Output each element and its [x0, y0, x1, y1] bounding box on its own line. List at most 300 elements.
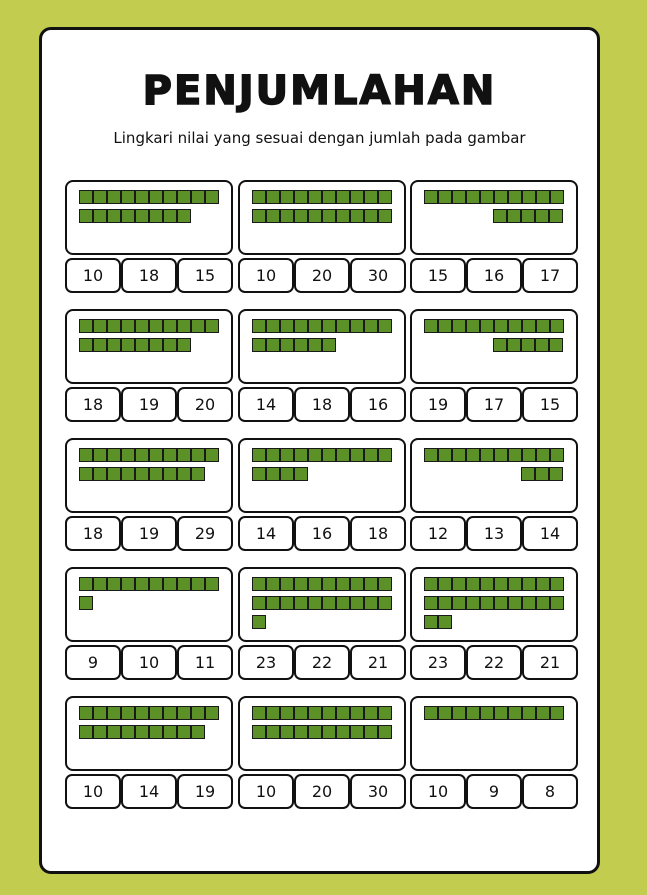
- unit-block: [536, 319, 550, 333]
- unit-block: [79, 596, 93, 610]
- problem-card: [65, 438, 233, 551]
- unit-block: [135, 448, 149, 462]
- unit-block: [205, 319, 219, 333]
- unit-block: [378, 448, 392, 462]
- block-row: [252, 596, 392, 610]
- unit-block: [266, 706, 280, 720]
- unit-block: [452, 577, 466, 591]
- answer-options: [410, 516, 578, 551]
- unit-block: [191, 725, 205, 739]
- unit-block: [350, 706, 364, 720]
- block-picture: [65, 309, 233, 384]
- block-picture: [65, 696, 233, 771]
- answer-options: [238, 645, 406, 680]
- unit-block: [294, 338, 308, 352]
- unit-block: [549, 338, 563, 352]
- unit-block: [322, 209, 336, 223]
- unit-block: [466, 706, 480, 720]
- answer-option[interactable]: 21: [350, 645, 406, 680]
- problem-card: [238, 309, 406, 422]
- answer-option[interactable]: 9: [466, 774, 522, 809]
- unit-block: [79, 577, 93, 591]
- unit-block: [205, 577, 219, 591]
- answer-option[interactable]: 18: [65, 387, 121, 422]
- unit-block: [280, 338, 294, 352]
- unit-block: [93, 190, 107, 204]
- unit-block: [121, 319, 135, 333]
- unit-block: [350, 725, 364, 739]
- unit-block: [424, 596, 438, 610]
- unit-block: [135, 577, 149, 591]
- unit-block: [438, 706, 452, 720]
- unit-block: [308, 596, 322, 610]
- unit-block: [466, 577, 480, 591]
- answer-options: [65, 516, 233, 551]
- answer-option[interactable]: 12: [410, 516, 466, 551]
- unit-block: [336, 209, 350, 223]
- unit-block: [536, 706, 550, 720]
- answer-options: [410, 387, 578, 422]
- unit-block: [121, 338, 135, 352]
- unit-block: [177, 725, 191, 739]
- answer-option[interactable]: 19: [121, 387, 177, 422]
- answer-option[interactable]: 10: [238, 258, 294, 293]
- unit-block: [191, 448, 205, 462]
- answer-options: [65, 774, 233, 809]
- unit-block: [308, 190, 322, 204]
- block-row: [252, 577, 392, 591]
- unit-block: [322, 338, 336, 352]
- block-row: [424, 190, 564, 204]
- unit-block: [280, 209, 294, 223]
- unit-block: [280, 596, 294, 610]
- unit-block: [364, 725, 378, 739]
- unit-block: [294, 448, 308, 462]
- answer-option[interactable]: 15: [410, 258, 466, 293]
- unit-block: [550, 577, 564, 591]
- unit-block: [79, 190, 93, 204]
- unit-block: [107, 467, 121, 481]
- block-picture: [410, 180, 578, 255]
- unit-block: [364, 596, 378, 610]
- unit-block: [280, 467, 294, 481]
- unit-block: [424, 448, 438, 462]
- block-picture: [65, 567, 233, 642]
- page-title: PENJUMLAHAN: [142, 68, 497, 114]
- unit-block: [549, 209, 563, 223]
- unit-block: [424, 615, 438, 629]
- answer-option[interactable]: 18: [350, 516, 406, 551]
- unit-block: [424, 190, 438, 204]
- answer-option[interactable]: 14: [522, 516, 578, 551]
- problem-card: [410, 309, 578, 422]
- answer-option[interactable]: 16: [294, 516, 350, 551]
- answer-option[interactable]: 10: [410, 774, 466, 809]
- block-row: [79, 467, 205, 481]
- block-picture: [238, 696, 406, 771]
- unit-block: [79, 338, 93, 352]
- block-row: [424, 596, 564, 610]
- answer-option[interactable]: 10: [65, 774, 121, 809]
- unit-block: [294, 467, 308, 481]
- block-row: [424, 577, 564, 591]
- block-row: [252, 615, 266, 629]
- unit-block: [252, 448, 266, 462]
- answer-option[interactable]: 14: [238, 387, 294, 422]
- answer-option[interactable]: 23: [238, 645, 294, 680]
- unit-block: [135, 209, 149, 223]
- block-row: [521, 467, 563, 481]
- unit-block: [336, 190, 350, 204]
- answer-option[interactable]: 15: [177, 258, 233, 293]
- unit-block: [535, 467, 549, 481]
- unit-block: [438, 190, 452, 204]
- unit-block: [135, 319, 149, 333]
- answer-option[interactable]: 16: [350, 387, 406, 422]
- unit-block: [350, 190, 364, 204]
- unit-block: [494, 319, 508, 333]
- answer-option[interactable]: 29: [177, 516, 233, 551]
- answer-option[interactable]: 18: [65, 516, 121, 551]
- unit-block: [205, 448, 219, 462]
- answer-option[interactable]: 22: [466, 645, 522, 680]
- unit-block: [522, 319, 536, 333]
- unit-block: [121, 448, 135, 462]
- answer-option[interactable]: 18: [121, 258, 177, 293]
- unit-block: [452, 596, 466, 610]
- answer-options: [238, 774, 406, 809]
- unit-block: [163, 319, 177, 333]
- unit-block: [494, 596, 508, 610]
- block-row: [252, 190, 392, 204]
- answer-option[interactable]: 18: [294, 387, 350, 422]
- unit-block: [452, 706, 466, 720]
- unit-block: [521, 338, 535, 352]
- unit-block: [378, 725, 392, 739]
- unit-block: [438, 448, 452, 462]
- block-picture: [238, 438, 406, 513]
- unit-block: [294, 706, 308, 720]
- unit-block: [163, 190, 177, 204]
- answer-options: [410, 645, 578, 680]
- unit-block: [350, 209, 364, 223]
- unit-block: [163, 467, 177, 481]
- unit-block: [536, 448, 550, 462]
- unit-block: [322, 577, 336, 591]
- answer-option[interactable]: 23: [410, 645, 466, 680]
- unit-block: [536, 577, 550, 591]
- answer-option[interactable]: 14: [238, 516, 294, 551]
- unit-block: [550, 319, 564, 333]
- unit-block: [466, 448, 480, 462]
- block-row: [424, 706, 564, 720]
- problem-card: [410, 438, 578, 551]
- unit-block: [107, 209, 121, 223]
- unit-block: [336, 596, 350, 610]
- unit-block: [252, 596, 266, 610]
- unit-block: [205, 190, 219, 204]
- unit-block: [280, 319, 294, 333]
- unit-block: [308, 706, 322, 720]
- block-row: [79, 190, 219, 204]
- unit-block: [93, 338, 107, 352]
- unit-block: [135, 467, 149, 481]
- unit-block: [294, 596, 308, 610]
- unit-block: [177, 209, 191, 223]
- unit-block: [149, 190, 163, 204]
- block-row: [79, 596, 93, 610]
- unit-block: [149, 448, 163, 462]
- unit-block: [252, 338, 266, 352]
- unit-block: [266, 448, 280, 462]
- answer-option[interactable]: 30: [350, 774, 406, 809]
- block-picture: [238, 567, 406, 642]
- unit-block: [79, 319, 93, 333]
- unit-block: [280, 448, 294, 462]
- answer-option[interactable]: 8: [522, 774, 578, 809]
- unit-block: [508, 319, 522, 333]
- unit-block: [266, 467, 280, 481]
- unit-block: [252, 706, 266, 720]
- unit-block: [536, 596, 550, 610]
- unit-block: [191, 190, 205, 204]
- unit-block: [266, 725, 280, 739]
- unit-block: [521, 209, 535, 223]
- unit-block: [308, 448, 322, 462]
- unit-block: [79, 209, 93, 223]
- answer-option[interactable]: 30: [350, 258, 406, 293]
- unit-block: [191, 319, 205, 333]
- unit-block: [266, 338, 280, 352]
- unit-block: [536, 190, 550, 204]
- unit-block: [364, 209, 378, 223]
- unit-block: [508, 190, 522, 204]
- unit-block: [550, 448, 564, 462]
- unit-block: [378, 319, 392, 333]
- block-row: [79, 448, 219, 462]
- answer-options: [65, 645, 233, 680]
- unit-block: [322, 725, 336, 739]
- unit-block: [149, 209, 163, 223]
- unit-block: [163, 338, 177, 352]
- unit-block: [350, 577, 364, 591]
- unit-block: [163, 448, 177, 462]
- unit-block: [107, 338, 121, 352]
- unit-block: [364, 577, 378, 591]
- unit-block: [522, 577, 536, 591]
- unit-block: [336, 577, 350, 591]
- problem-card: [65, 180, 233, 293]
- unit-block: [350, 596, 364, 610]
- unit-block: [522, 596, 536, 610]
- answer-option[interactable]: 17: [522, 258, 578, 293]
- block-row: [252, 209, 392, 223]
- unit-block: [438, 596, 452, 610]
- unit-block: [364, 319, 378, 333]
- unit-block: [93, 448, 107, 462]
- problem-card: [410, 696, 578, 809]
- unit-block: [507, 338, 521, 352]
- unit-block: [121, 209, 135, 223]
- answer-option[interactable]: 15: [522, 387, 578, 422]
- unit-block: [93, 467, 107, 481]
- unit-block: [107, 577, 121, 591]
- unit-block: [322, 448, 336, 462]
- unit-block: [177, 338, 191, 352]
- problem-card: [65, 696, 233, 809]
- unit-block: [493, 209, 507, 223]
- answer-option[interactable]: 21: [522, 645, 578, 680]
- unit-block: [93, 706, 107, 720]
- worksheet: [39, 27, 600, 874]
- block-picture: [238, 180, 406, 255]
- unit-block: [93, 209, 107, 223]
- unit-block: [163, 725, 177, 739]
- problem-card: [238, 696, 406, 809]
- answer-options: [65, 387, 233, 422]
- unit-block: [135, 725, 149, 739]
- unit-block: [149, 706, 163, 720]
- unit-block: [322, 596, 336, 610]
- answer-option[interactable]: 14: [121, 774, 177, 809]
- answer-option[interactable]: 10: [65, 258, 121, 293]
- unit-block: [424, 319, 438, 333]
- block-row: [424, 448, 564, 462]
- unit-block: [294, 319, 308, 333]
- unit-block: [508, 596, 522, 610]
- unit-block: [280, 725, 294, 739]
- unit-block: [508, 448, 522, 462]
- unit-block: [107, 319, 121, 333]
- block-picture: [410, 438, 578, 513]
- answer-options: [238, 516, 406, 551]
- unit-block: [280, 706, 294, 720]
- unit-block: [252, 725, 266, 739]
- unit-block: [177, 577, 191, 591]
- block-row: [79, 725, 205, 739]
- unit-block: [191, 577, 205, 591]
- block-row: [79, 338, 191, 352]
- unit-block: [378, 209, 392, 223]
- unit-block: [266, 190, 280, 204]
- unit-block: [135, 190, 149, 204]
- block-picture: [410, 567, 578, 642]
- unit-block: [280, 577, 294, 591]
- unit-block: [494, 448, 508, 462]
- unit-block: [507, 209, 521, 223]
- unit-block: [308, 577, 322, 591]
- unit-block: [121, 706, 135, 720]
- block-picture: [65, 438, 233, 513]
- unit-block: [522, 706, 536, 720]
- answer-option[interactable]: 10: [121, 645, 177, 680]
- unit-block: [149, 338, 163, 352]
- unit-block: [350, 319, 364, 333]
- answer-option[interactable]: 22: [294, 645, 350, 680]
- unit-block: [480, 190, 494, 204]
- answer-option[interactable]: 11: [177, 645, 233, 680]
- answer-options: [65, 258, 233, 293]
- unit-block: [177, 706, 191, 720]
- unit-block: [149, 467, 163, 481]
- answer-option[interactable]: 19: [177, 774, 233, 809]
- answer-option[interactable]: 9: [65, 645, 121, 680]
- problem-card: [238, 180, 406, 293]
- unit-block: [177, 190, 191, 204]
- answer-option[interactable]: 13: [466, 516, 522, 551]
- unit-block: [350, 448, 364, 462]
- unit-block: [508, 706, 522, 720]
- block-row: [79, 209, 191, 223]
- answer-options: [238, 387, 406, 422]
- answer-option[interactable]: 20: [294, 258, 350, 293]
- block-picture: [65, 180, 233, 255]
- answer-option[interactable]: 19: [410, 387, 466, 422]
- unit-block: [149, 725, 163, 739]
- unit-block: [308, 725, 322, 739]
- unit-block: [163, 209, 177, 223]
- unit-block: [266, 319, 280, 333]
- unit-block: [177, 448, 191, 462]
- unit-block: [205, 706, 219, 720]
- unit-block: [322, 706, 336, 720]
- unit-block: [308, 209, 322, 223]
- unit-block: [121, 577, 135, 591]
- answer-option[interactable]: 20: [294, 774, 350, 809]
- unit-block: [135, 338, 149, 352]
- problem-card: [410, 567, 578, 680]
- unit-block: [452, 448, 466, 462]
- answer-option[interactable]: 17: [466, 387, 522, 422]
- unit-block: [336, 706, 350, 720]
- unit-block: [107, 448, 121, 462]
- unit-block: [107, 706, 121, 720]
- unit-block: [466, 319, 480, 333]
- answer-options: [410, 258, 578, 293]
- problem-card: [65, 567, 233, 680]
- unit-block: [480, 577, 494, 591]
- unit-block: [252, 577, 266, 591]
- unit-block: [480, 706, 494, 720]
- unit-block: [149, 319, 163, 333]
- answer-option[interactable]: 16: [466, 258, 522, 293]
- answer-option[interactable]: 10: [238, 774, 294, 809]
- unit-block: [149, 577, 163, 591]
- unit-block: [107, 190, 121, 204]
- unit-block: [522, 448, 536, 462]
- unit-block: [252, 467, 266, 481]
- block-row: [252, 338, 336, 352]
- unit-block: [378, 577, 392, 591]
- unit-block: [177, 467, 191, 481]
- unit-block: [177, 319, 191, 333]
- unit-block: [550, 596, 564, 610]
- unit-block: [424, 577, 438, 591]
- block-row: [79, 706, 219, 720]
- unit-block: [294, 209, 308, 223]
- answer-option[interactable]: 20: [177, 387, 233, 422]
- unit-block: [322, 190, 336, 204]
- unit-block: [121, 467, 135, 481]
- unit-block: [452, 319, 466, 333]
- unit-block: [494, 706, 508, 720]
- block-row: [79, 577, 219, 591]
- unit-block: [121, 190, 135, 204]
- instruction-text: Lingkari nilai yang sesuai dengan jumlah pada gambar: [113, 129, 526, 147]
- unit-block: [294, 190, 308, 204]
- answer-option[interactable]: 19: [121, 516, 177, 551]
- unit-block: [135, 706, 149, 720]
